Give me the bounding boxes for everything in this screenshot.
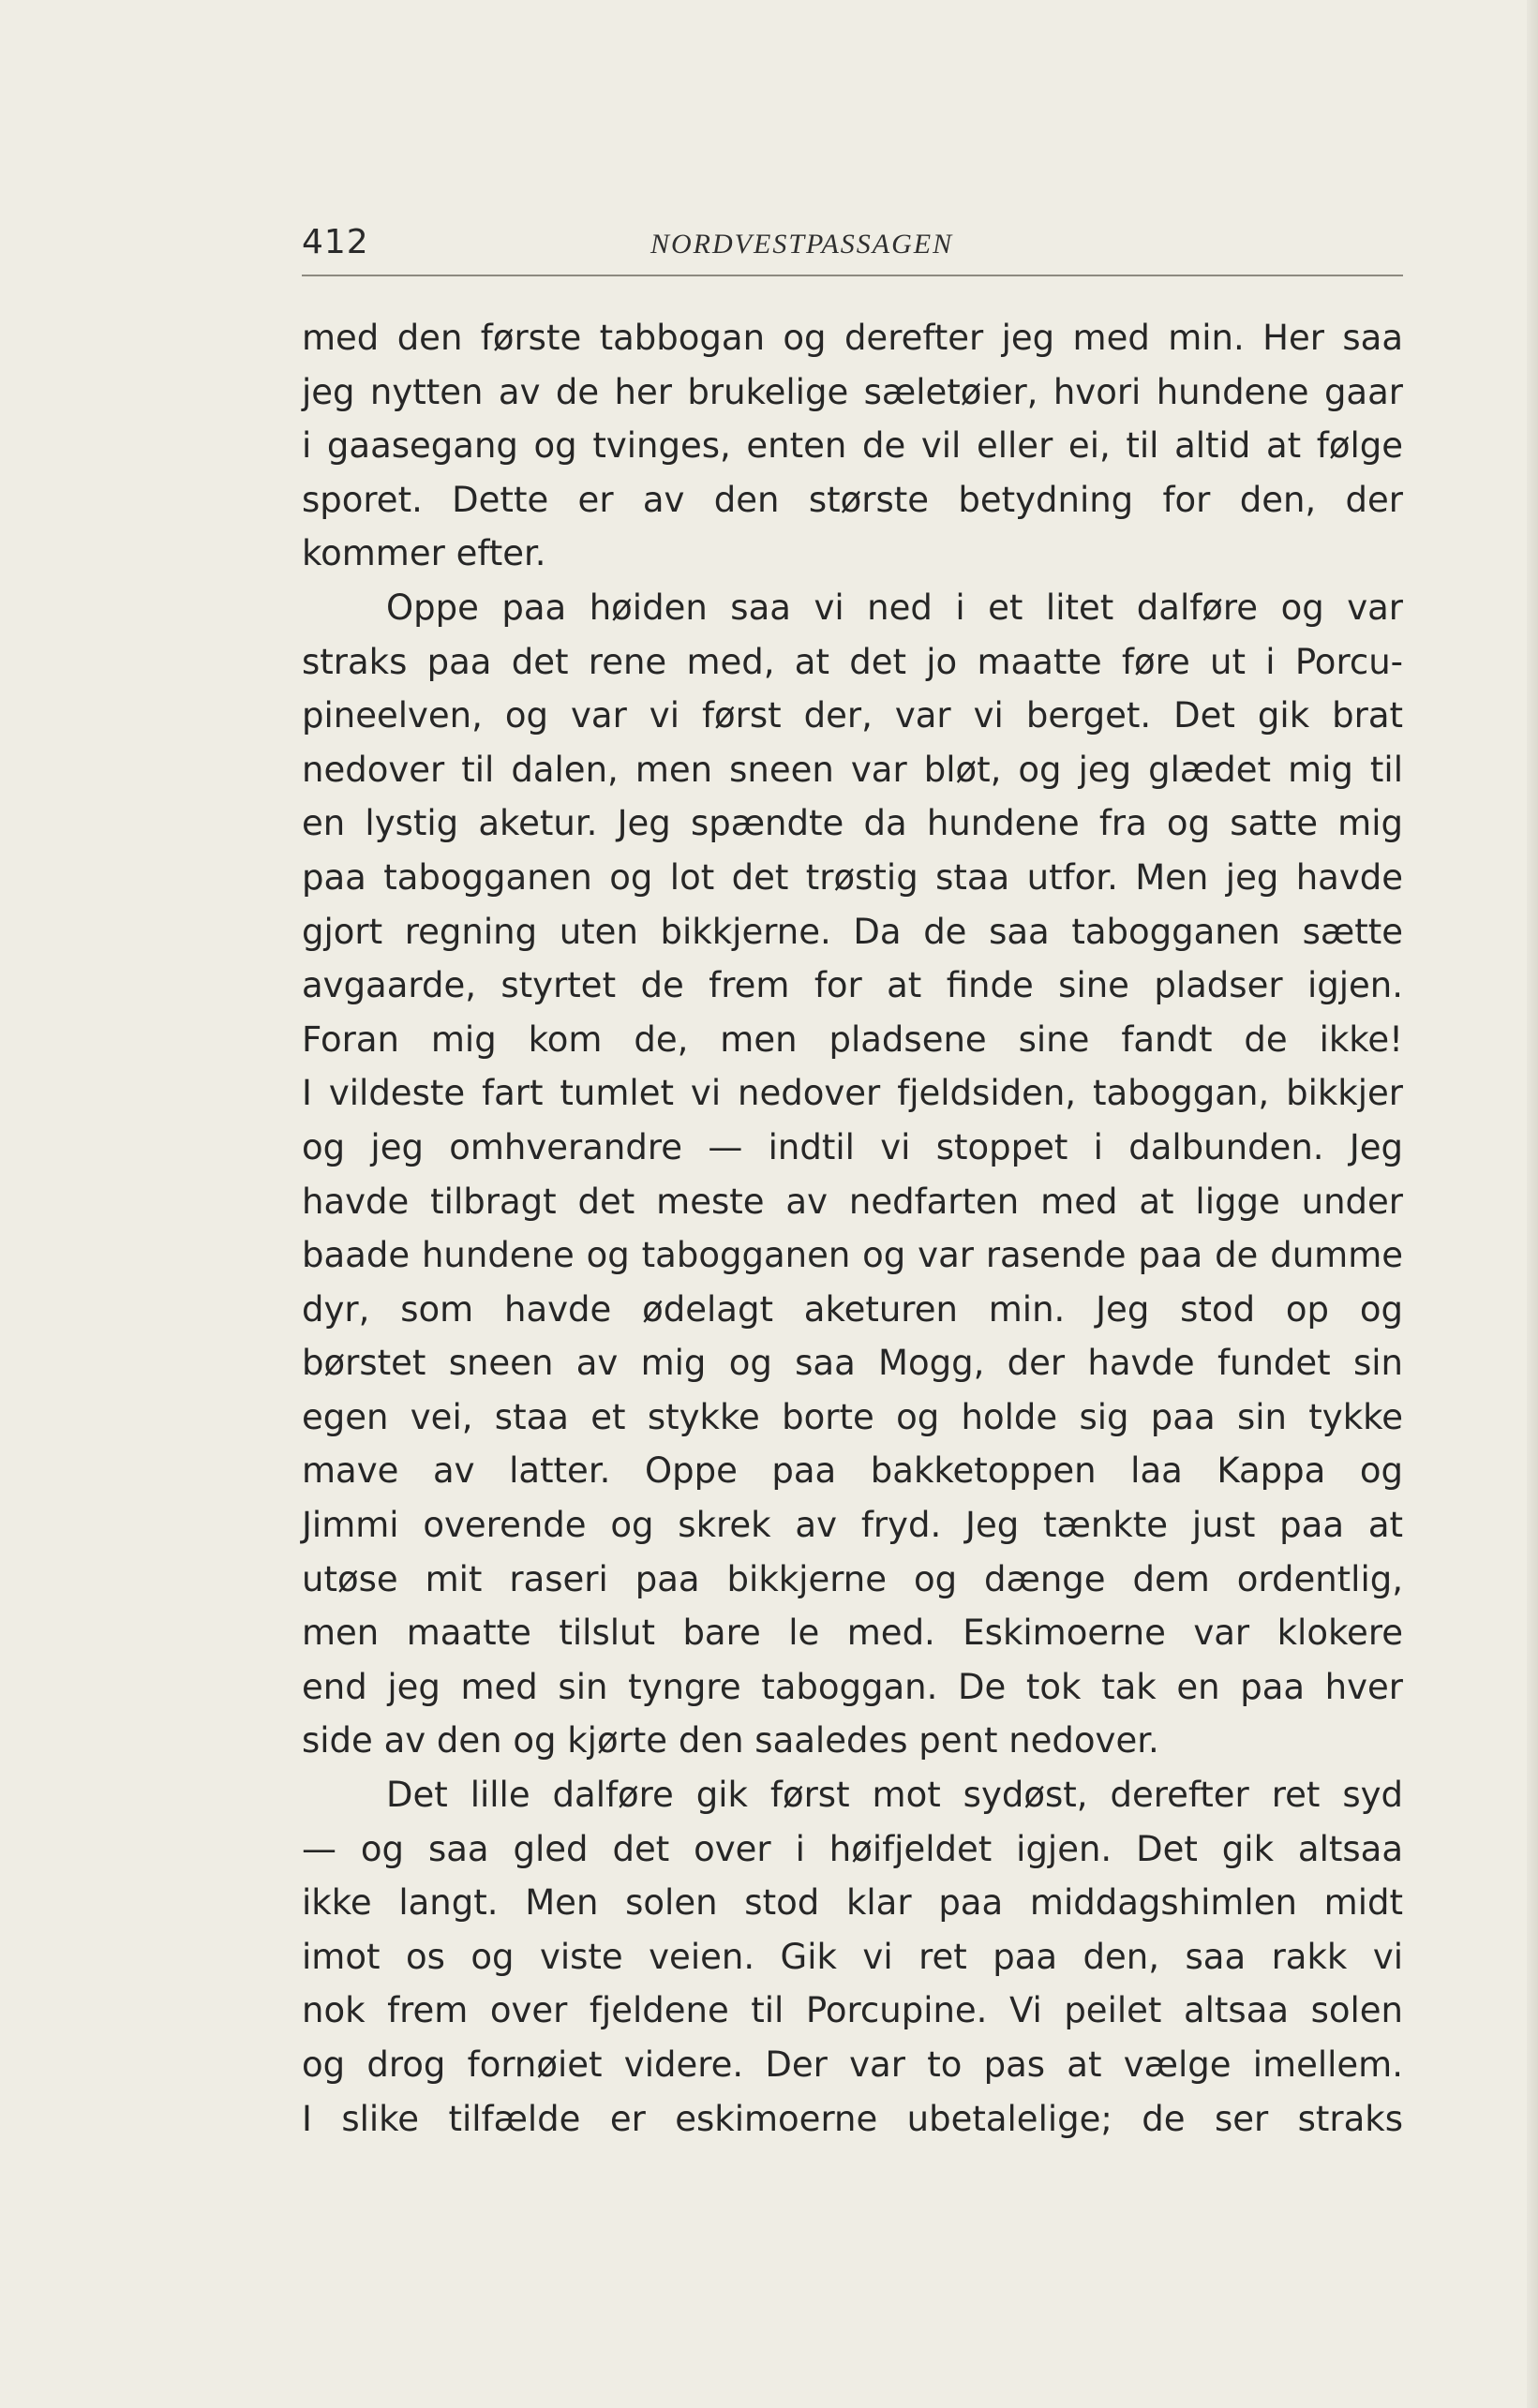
text-line: Oppe paa høiden saa vi ned i et litet dalføre og var	[386, 587, 1403, 628]
text-line: paa tabogganen og lot det trøstig staa utfor. Men jeg havde	[302, 856, 1403, 898]
text-line: gjort regning uten bikkjerne. Da de saa tabogganen sætte	[302, 911, 1403, 952]
text-line: Det lille dalføre gik først mot sydøst, derefter ret syd	[386, 1775, 1403, 1816]
text-line: end jeg med sin tyngre taboggan. De tok tak en paa hver	[302, 1666, 1403, 1707]
text-line: og drog fornøiet videre. Der var to pas at vælge imellem.	[302, 2044, 1403, 2085]
body-text	[302, 311, 1403, 2146]
text-line: og jeg omhverandre — indtil vi stoppet i dalbunden. Jeg	[302, 1126, 1403, 1167]
text-line: Foran mig kom de, men pladsene sine fandt de ikke!	[302, 1018, 1403, 1060]
text-line: utøse mit raseri paa bikkjerne og dænge dem ordentlig,	[302, 1558, 1403, 1599]
text-line: men maatte tilslut bare le med. Eskimoerne var klokere	[302, 1613, 1403, 1654]
text-line: i gaasegang og tvinges, enten de vil eller ei, til altid at følge	[302, 425, 1403, 467]
page-number: 412	[302, 223, 369, 261]
text-line: børstet sneen av mig og saa Mogg, der havde fundet sin	[302, 1343, 1403, 1384]
text-line: pineelven, og var vi først der, var vi berget. Det gik brat	[302, 695, 1403, 736]
page-edge	[1527, 0, 1538, 2408]
text-line: kommer efter.	[302, 533, 546, 574]
text-line: side av den og kjørte den saaledes pent nedover.	[302, 1720, 1159, 1761]
text-line: nedover til dalen, men sneen var bløt, og jeg glædet mig til	[302, 749, 1403, 790]
text-line: straks paa det rene med, at det jo maatte føre ut i Porcu-	[302, 641, 1403, 682]
header-rule	[302, 275, 1403, 276]
text-line: egen vei, staa et stykke borte og holde sig paa sin tykke	[302, 1396, 1403, 1437]
text-line: dyr, som havde ødelagt aketuren min. Jeg stod op og	[302, 1288, 1403, 1330]
page-header	[302, 223, 1403, 277]
text-line: havde tilbragt det meste av nedfarten med at ligge under	[302, 1181, 1403, 1222]
text-line: nok frem over fjeldene til Porcupine. Vi peilet altsaa solen	[302, 1990, 1403, 2031]
text-line: med den første tabbogan og derefter jeg med min. Her saa	[302, 318, 1403, 358]
text-line: mave av latter. Oppe paa bakketoppen laa Kappa og	[302, 1450, 1403, 1492]
paragraph	[302, 581, 1403, 1768]
text-line: I vildeste fart tumlet vi nedover fjeldsiden, taboggan, bikkjer	[302, 1073, 1403, 1114]
paragraph	[302, 311, 1403, 581]
text-line: Jimmi overende og skrek av fryd. Jeg tænkte just paa at	[302, 1505, 1403, 1546]
text-line: ikke langt. Men solen stod klar paa middagshimlen midt	[302, 1882, 1403, 1924]
text-line: baade hundene og tabogganen og var rasende paa de dumme	[302, 1235, 1403, 1276]
paragraph	[302, 1768, 1403, 2146]
text-line: avgaarde, styrtet de frem for at finde sine pladser igjen.	[302, 965, 1403, 1006]
text-line: en lystig aketur. Jeg spændte da hundene fra og satte mig	[302, 803, 1403, 844]
running-head: NORDVESTPASSAGEN	[650, 229, 954, 260]
text-line: jeg nytten av de her brukelige sæletøier, hvori hundene gaar	[302, 371, 1403, 412]
text-line: imot os og viste veien. Gik vi ret paa den, saa rakk vi	[302, 1936, 1403, 1977]
text-line: — og saa gled det over i høifjeldet igjen. Det gik altsaa	[302, 1828, 1403, 1869]
text-line: I slike tilfælde er eskimoerne ubetalelige; de ser straks	[302, 2098, 1403, 2139]
text-line: sporet. Dette er av den største betydning for den, der	[302, 479, 1403, 520]
